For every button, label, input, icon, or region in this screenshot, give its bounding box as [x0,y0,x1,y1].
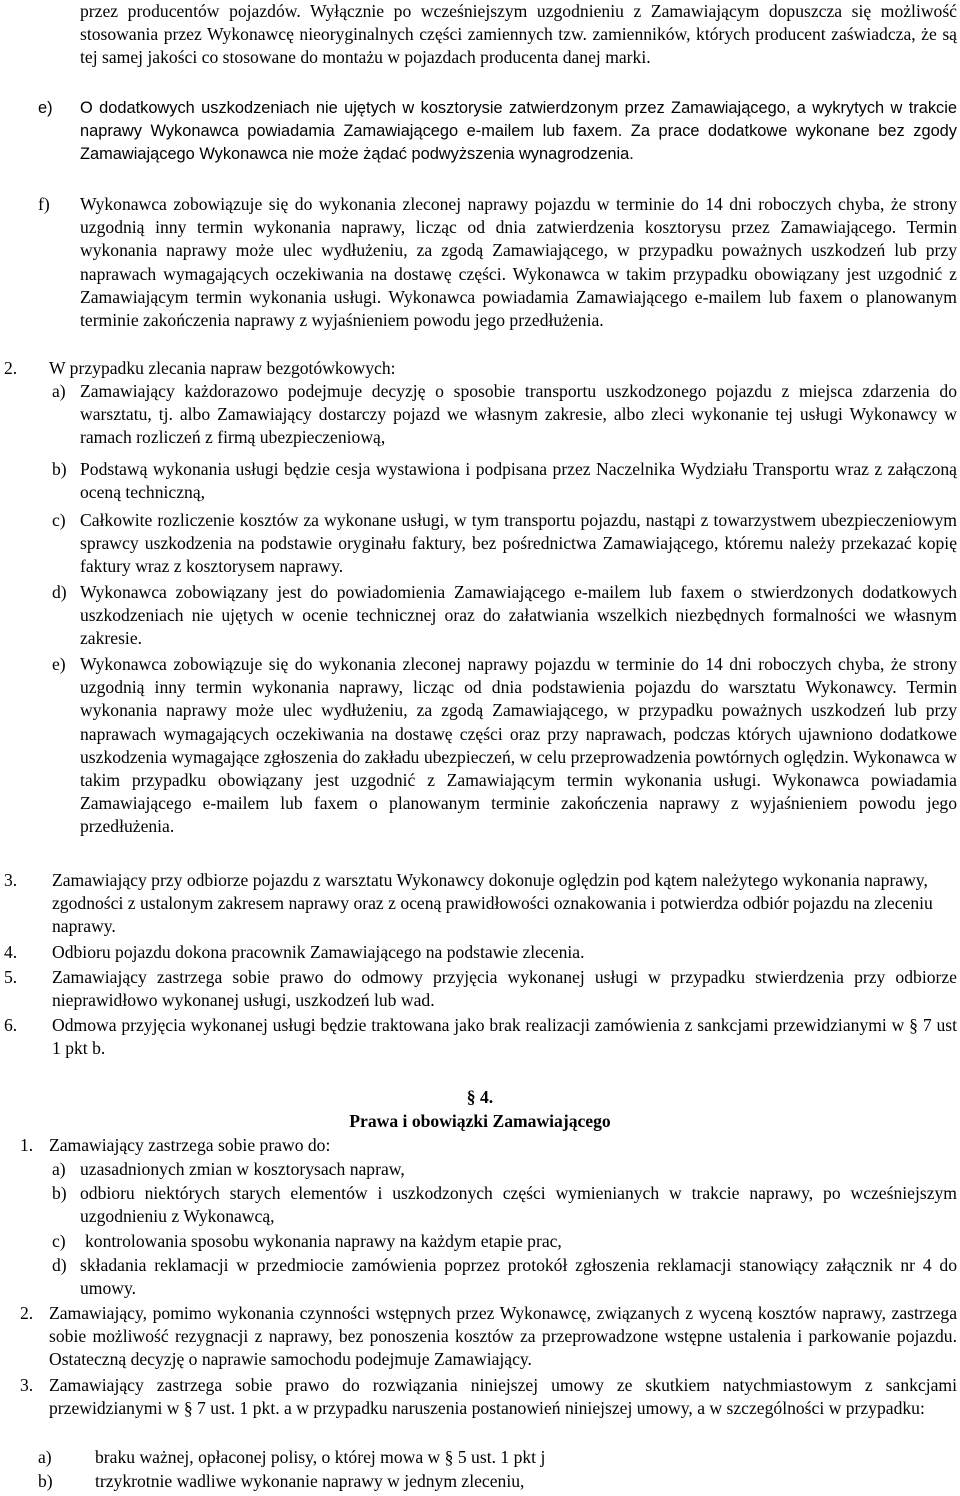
list-marker: f) [38,194,50,214]
point-marker: 6. [4,1015,18,1035]
section-number: § 4. [466,1087,494,1107]
point-marker: 2. [4,358,18,378]
list-marker: b) [52,459,67,479]
point-marker: 3. [20,1375,34,1395]
list-item-text: Wykonawca zobowiązuje się do wykonania zleconej naprawy pojazdu w terminie do 14 dni roboczych chyba, że strony uzgodnią inny termin wykonania naprawy, licząc od dnia podstawienia pojazdu do warsztatu Wykonawcy. Termin wykonania naprawy może ulec wydłużeniu, za zgodą Zamawiającego, w przypadku poważnych uszkodzeń lub przy naprawach wymagających oczekiwania na dostawę części oraz przy naprawach, podczas których ujawniono dodatkowe uszkodzenia wymagające zgłoszenia do zakładu ubezpieczeń, w celu przeprowadzenia powtórnych oględzin. Wykonawca w takim przypadku obowiązany jest uzgodnić z Zamawiającym termin wykonania usługi. Wykonawca powiadamia Zamawiającego e-mailem lub faxem o planowanym terminie zakończenia naprawy z wyjaśnieniem powodu jego przedłużenia. [80,654,957,837]
intro-paragraph: przez producentów pojazdów. Wyłącznie po wcześniejszym uzgodnieniu z Zamawiającym dopuszcza się możliwość stosowania przez Wykonawcę nieoryginalnych części zamiennych tzw. zamienników, których producent zaświadcza, że są tej samej jakości co stosowane do montażu w pojazdach producenta danej marki. [80,1,957,68]
list-item-text: Całkowite rozliczenie kosztów za wykonane usługi, w tym transportu pojazdu, nastąpi z towarzystwem ubezpieczeniowym sprawcy uszkodzenia na podstawie oryginału faktury, bez pośrednictwa Zamawiającego, któremu należy przekazać kopię faktury wraz z kosztorysem naprawy. [80,510,957,577]
list-marker: d) [52,1255,67,1275]
list-marker: c) [52,510,66,530]
list-marker: a) [52,1159,66,1179]
point-text: Zamawiający zastrzega sobie prawo do odmowy przyjęcia wykonanej usługi w przypadku stwierdzenia przy odbiorze nieprawidłowo wykonanej usługi, uszkodzeń lub wad. [52,967,957,1011]
list-marker: b) [38,1471,53,1491]
point-text: Zamawiający, pomimo wykonania czynności wstępnych przez Wykonawcę, związanych z wyceną kosztów naprawy, zastrzega sobie możliwość rezygnacji z naprawy, bez ponoszenia kosztów za przeprowadzone wstępne ustalenia i parkowanie pojazdu. Ostateczną decyzję o naprawie samochodu podejmuje Zamawiający. [49,1303,957,1370]
point-text: Zamawiający przy odbiorze pojazdu z warsztatu Wykonawcy dokonuje oględzin pod kątem należytego wykonania naprawy, zgodności z ustalonym zakresem naprawy oraz z oceną prawidłowości oznakowania i potwierdza odbiór pojazdu na zleceniu naprawy. [52,870,933,937]
list-item-text: Zamawiający każdorazowo podejmuje decyzję o sposobie transportu uszkodzonego pojazdu z miejsca zdarzenia do warsztatu, tj. albo Zamawiający dostarczy pojazd we własnym zakresie, albo zleci wykonanie tej usługi Wykonawcy w ramach rozliczeń z firmą ubezpieczeniową, [80,381,957,448]
list-marker: a) [38,1447,52,1467]
section-title: Prawa i obowiązki Zamawiającego [349,1111,611,1131]
list-item-text: O dodatkowych uszkodzeniach nie ujętych w kosztorysie zatwierdzonym przez Zamawiającego, a wykrytych w trakcie naprawy Wykonawca powiadamia Zamawiającego e-mailem lub faxem. Za prace dodatkowe wykonane bez zgody Zamawiającego Wykonawca nie może żądać podwyższenia wynagrodzenia. [80,99,957,164]
list-item-text: Wykonawca zobowiązany jest do powiadomienia Zamawiającego e-mailem lub faxem o stwierdzonych dodatkowych uszkodzeniach nie ujętych w ocenie technicznej oraz do załatwiania wszelkich niezbędnych formalności we własnym zakresie. [80,582,957,649]
point-marker: 2. [20,1303,34,1323]
list-item-text: braku ważnej, opłaconej polisy, o której mowa w § 5 ust. 1 pkt j [95,1447,546,1467]
point-text: W przypadku zlecania napraw bezgotówkowych: [49,358,396,378]
point-text: Zamawiający zastrzega sobie prawo do: [49,1135,331,1155]
point-text: Odbioru pojazdu dokona pracownik Zamawiającego na podstawie zlecenia. [52,942,585,962]
list-item-text: odbioru niektórych starych elementów i uszkodzonych części wymienianych w trakcie naprawy, po wcześniejszym uzgodnieniu z Wykonawcą, [80,1183,957,1227]
list-item-text: Podstawą wykonania usługi będzie cesja wystawiona i podpisana przez Naczelnika Wydziału Transportu wraz z załączoną oceną techniczną, [80,459,957,503]
list-marker: d) [52,582,67,602]
list-item-text: uzasadnionych zmian w kosztorysach napraw, [80,1159,405,1179]
list-item-text: kontrolowania sposobu wykonania naprawy na każdym etapie prac, [85,1231,562,1251]
list-marker: e) [38,99,53,117]
list-marker: b) [52,1183,67,1203]
point-marker: 1. [20,1135,34,1155]
point-marker: 4. [4,942,18,962]
list-item-text: Wykonawca zobowiązuje się do wykonania zleconej naprawy pojazdu w terminie do 14 dni roboczych chyba, że strony uzgodnią inny termin wykonania naprawy, licząc od dnia zatwierdzenia kosztorysu przez Zamawiającego. Termin wykonania naprawy może ulec wydłużeniu, za zgodą Zamawiającego, w przypadku poważnych uszkodzeń lub przy naprawach wymagających oczekiwania na dostawę części. Wykonawca w takim przypadku obowiązany jest uzgodnić z Zamawiającym termin wykonania usługi. Wykonawca powiadamia Zamawiającego e-mailem lub faxem o planowanym terminie zakończenia naprawy z wyjaśnieniem powodu jego przedłużenia. [80,194,957,331]
list-marker: a) [52,381,66,401]
list-marker: c) [52,1231,66,1251]
list-item-text: składania reklamacji w przedmiocie zamówienia poprzez protokół zgłoszenia reklamacji stanowiący załącznik nr 4 do umowy. [80,1255,957,1299]
point-text: Zamawiający zastrzega sobie prawo do rozwiązania niniejszej umowy ze skutkiem natychmiastowym z sankcjami przewidzianymi w § 7 ust. 1 pkt. a w przypadku naruszenia postanowień niniejszej umowy, a w szczególności w przypadku: [49,1375,957,1419]
list-item-text: trzykrotnie wadliwe wykonanie naprawy w jednym zleceniu, [95,1471,525,1491]
point-marker: 5. [4,967,18,987]
list-marker: e) [52,654,66,674]
point-marker: 3. [4,870,18,890]
point-text: Odmowa przyjęcia wykonanej usługi będzie traktowana jako brak realizacji zamówienia z sankcjami przewidzianymi w § 7 ust 1 pkt b. [52,1015,957,1059]
